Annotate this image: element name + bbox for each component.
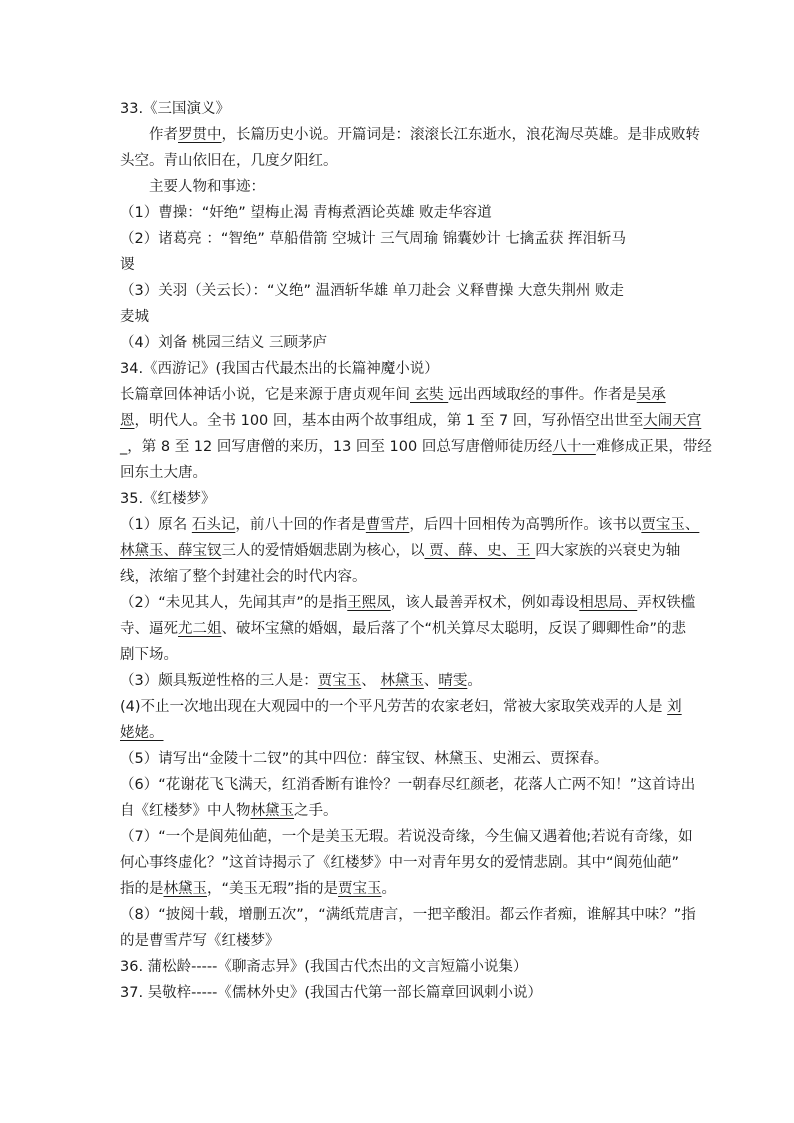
underlined-answer: 玄奘	[410, 387, 449, 403]
text-line	[120, 122, 700, 148]
text-segment: 三人的爱情婚姻悲剧为核心，以	[221, 543, 425, 559]
text-segment: 寺、逼死	[120, 621, 178, 637]
underlined-answer: 贾宝玉、	[641, 517, 700, 533]
text-segment: 谡	[120, 257, 135, 273]
text-line	[120, 460, 680, 486]
text-line	[120, 590, 696, 616]
text-line	[120, 382, 680, 408]
text-segment: （5）请写出“金陵十二钗”的其中四位：薛宝钗、林黛玉、史湘云、贾探春。	[120, 751, 609, 767]
text-segment: 头空。青山依旧在，几度夕阳红。	[120, 153, 338, 169]
text-line	[120, 330, 680, 356]
text-line	[120, 928, 680, 954]
text-line	[120, 200, 680, 226]
text-segment: 何心事终虚化？”这首诗揭示了《红楼梦》中一对青年男女的爱情悲剧。其中“阆苑仙葩”	[120, 855, 680, 871]
underlined-answer: 罗贯中	[178, 127, 222, 143]
text-segment: （1）原名	[120, 517, 192, 533]
underlined-answer: 大闹天宫	[643, 413, 702, 429]
text-line	[120, 408, 702, 434]
text-segment: ，“美玉无瑕”指的是	[207, 881, 339, 897]
underlined-answer: 吴承	[636, 387, 666, 403]
text-line	[120, 434, 712, 460]
text-segment: 的是曹雪芹写《红楼梦》	[120, 933, 280, 949]
text-segment: 远出西域取经的事件。作者是	[448, 387, 637, 403]
text-segment: （8）“披阅十载，增删五次”，“满纸荒唐言，一把辛酸泪。都云作者痴，谁解其中味？”指	[120, 907, 696, 923]
underlined-answer: 林黛玉、薛宝钗	[120, 543, 222, 559]
text-segment: （3）关羽（关云长）：“义绝” 温酒斩华雄 单刀赴会 义释曹操 大意失荆州 败走	[120, 283, 625, 299]
text-line	[120, 902, 696, 928]
text-segment: 弄权铁槛	[637, 595, 696, 611]
underlined-answer: 八十一	[552, 439, 596, 455]
text-segment: ，后四十回相传为高鹗所作。该书以	[409, 517, 642, 533]
text-line	[120, 486, 680, 512]
text-segment: 长篇章回体神话小说，它是来源于唐贞观年间	[120, 387, 410, 403]
underlined-answer: 贾宝玉	[317, 673, 362, 689]
text-segment: 、破坏宝黛的婚姻，最后落了个“机关算尽太聪明，反误了卿卿性命”的悲	[221, 621, 687, 637]
section	[120, 356, 712, 486]
text-segment: 线，浓缩了整个封建社会的时代内容。	[120, 569, 367, 585]
text-segment: （3）颇具叛逆性格的三人是：	[120, 673, 318, 689]
text-segment: 四大家族的兴衰史为轴	[535, 543, 681, 559]
underlined-answer: 石头记	[191, 517, 236, 533]
underlined-answer: 相思局、	[579, 595, 638, 611]
text-segment: 回东土大唐。	[120, 465, 207, 481]
text-segment: ，长篇历史小说。开篇词是：滚滚长江东逝水，浪花淘尽英雄。是非成败转	[221, 127, 700, 143]
section	[120, 486, 700, 954]
text-segment: 之手。	[294, 803, 338, 819]
text-line	[120, 694, 680, 720]
text-line	[120, 304, 680, 330]
text-segment: （7）“一个是阆苑仙葩，一个是美玉无瑕。若说没奇缘，今生偏又遇着他;若说有奇缘，如	[120, 829, 693, 845]
text-line	[120, 252, 680, 278]
text-segment: 。	[381, 881, 397, 897]
text-segment: 指的是	[120, 881, 164, 897]
underlined-answer: 曹雪芹	[365, 517, 410, 533]
underlined-answer: 贾、薛、史、王	[424, 543, 536, 559]
text-segment: 主要人物和事迹：	[149, 179, 265, 195]
text-segment: （6）“花谢花飞飞满天，红消香断有谁怜？一朝春尽红颜老，花落人亡两不知！”这首诗出	[120, 777, 696, 793]
underlined-answer: 贾宝玉	[338, 881, 382, 897]
text-line	[120, 876, 680, 902]
underlined-answer: 尤二姐	[178, 621, 222, 637]
text-segment: 自《红楼梦》中人物	[120, 803, 251, 819]
underlined-answer: 姥姥。	[120, 725, 164, 741]
text-segment: 难修成正果，带经	[595, 439, 712, 455]
section	[120, 96, 700, 356]
text-line	[120, 512, 700, 538]
text-segment: （2）诸葛亮 ：“智绝” 草船借箭 空城计 三气周瑜 锦囊妙计 七擒孟获 挥泪斩马	[120, 231, 627, 247]
text-segment: ，前八十回的作者是	[235, 517, 366, 533]
text-line	[120, 954, 680, 980]
text-line	[120, 642, 680, 668]
text-segment: （4）刘备 桃园三结义 三顾茅庐	[120, 335, 327, 351]
text-line	[120, 746, 680, 772]
text-segment: ，该人最善弄权术，例如毒设	[390, 595, 580, 611]
underlined-answer: 王熙凤	[347, 595, 391, 611]
text-line	[120, 278, 680, 304]
underlined-answer: 林黛玉	[163, 881, 207, 897]
underlined-answer: 林黛玉	[250, 803, 294, 819]
text-segment: 、	[361, 673, 381, 689]
text-segment: 剧下场。	[120, 647, 178, 663]
underlined-answer: 刘	[667, 699, 682, 715]
section	[120, 954, 680, 1006]
text-line	[120, 850, 680, 876]
text-line	[120, 772, 696, 798]
text-segment: ，明代人。全书 100 回，基本由两个故事组成，第 1 至 7 回，写孙悟空出世至	[134, 413, 644, 429]
text-line	[120, 616, 687, 642]
text-line	[120, 720, 680, 746]
text-segment: 34.《西游记》(我国古代最杰出的长篇神魔小说）	[120, 361, 439, 377]
text-segment: （1）曹操：“奸绝” 望梅止渴 青梅煮酒论英雄 败走华容道	[120, 205, 492, 221]
underlined-answer: 林黛玉	[380, 673, 424, 689]
text-segment: 37. 吴敬梓-----《儒林外史》(我国古代第一部长篇章回讽刺小说）	[120, 985, 542, 1001]
underlined-answer: 恩	[120, 413, 135, 429]
underlined-answer: 晴雯	[438, 673, 468, 689]
document-body	[120, 96, 712, 1006]
text-line	[120, 980, 680, 1006]
text-line	[120, 96, 680, 122]
text-line	[120, 226, 680, 252]
text-segment: _，第 8 至 12 回写唐僧的来历，13 回至 100 回总写唐僧师徒历经	[120, 439, 553, 455]
text-segment: 35.《红楼梦》	[120, 491, 216, 507]
text-line	[120, 538, 680, 564]
text-line	[120, 148, 680, 174]
text-line	[120, 356, 680, 382]
text-segment: 、	[423, 673, 439, 689]
text-line	[120, 668, 680, 694]
text-segment: (4)不止一次地出现在大观园中的一个平凡劳苦的农家老妇，常被大家取笑戏弄的人是	[120, 699, 668, 715]
text-segment: 麦城	[120, 309, 149, 325]
text-segment: 。	[467, 673, 482, 689]
text-line	[120, 824, 693, 850]
text-segment: 36. 蒲松龄-----《聊斋志异》(我国古代杰出的文言短篇小说集）	[120, 959, 528, 975]
text-line	[120, 174, 680, 200]
text-line	[120, 798, 680, 824]
text-line	[120, 564, 680, 590]
text-segment: 33.《三国演义》	[120, 101, 231, 117]
text-segment: 作者	[149, 127, 178, 143]
text-segment: （2）“未见其人，先闻其声”的是指	[120, 595, 348, 611]
